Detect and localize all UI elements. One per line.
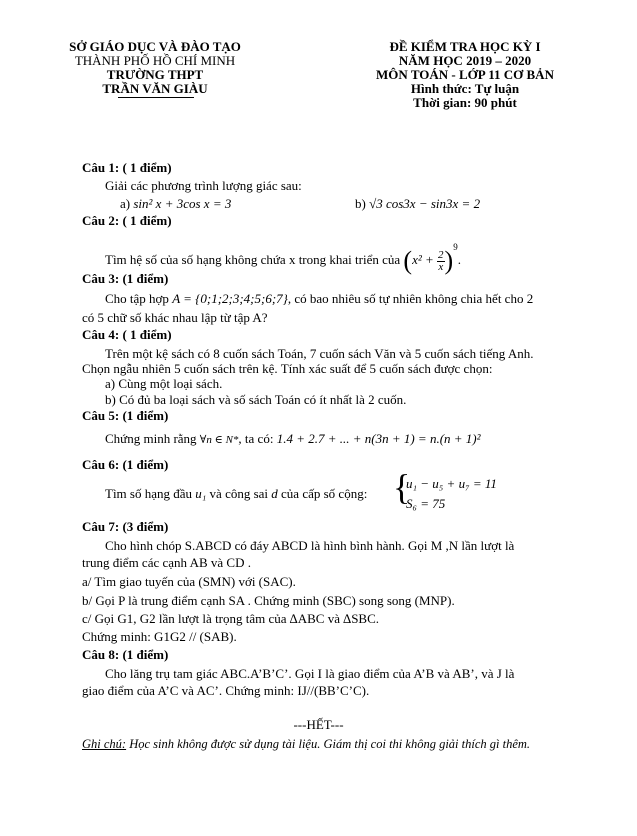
question-3-title: Câu 3: (1 điểm) xyxy=(82,271,169,286)
question-1a xyxy=(120,196,231,212)
q6-system-brace: { xyxy=(393,467,411,507)
q2-numerator: 2 xyxy=(438,248,444,261)
question-7-line1: Cho hình chóp S.ABCD có đáy ABCD là hình bình hành. Gọi M ,N lần lượt là xyxy=(105,538,515,553)
q3-text1: Cho tập hợp xyxy=(105,291,173,306)
question-4a: a) Cùng một loại sách. xyxy=(105,376,223,391)
q2-base: x² + xyxy=(412,252,438,267)
q6-u1: u₁ xyxy=(195,486,207,501)
q6-d: d xyxy=(271,486,278,501)
question-7-line2: trung điểm các cạnh AB và CD . xyxy=(82,555,251,570)
q2-right-paren: ) xyxy=(444,246,454,276)
q1b-label: b) xyxy=(355,196,370,211)
question-8-line1: Cho lăng trụ tam giác ABC.A’B’C’. Gọi I là giao điểm của A’B và AB’, và J là xyxy=(105,666,515,681)
question-7-title: Câu 7: (3 điểm) xyxy=(82,519,169,534)
header-right xyxy=(355,40,575,110)
q5-equation: 1.4 + 2.7 + ... + n(3n + 1) = n.(n + 1)² xyxy=(276,431,481,446)
q2-denominator: x xyxy=(438,260,444,273)
question-6-text xyxy=(105,486,367,502)
question-4-title: Câu 4: ( 1 điểm) xyxy=(82,327,172,342)
q1a-label: a) xyxy=(120,196,134,211)
question-2-text xyxy=(105,232,461,276)
school-type: TRƯỜNG THPT xyxy=(106,67,204,82)
question-7c: c/ Gọi G1, G2 lần lượt là trọng tâm của ∆ABC và ∆SBC. xyxy=(82,611,380,626)
dept-name: SỞ GIÁO DỤC VÀ ĐÀO TẠO xyxy=(69,39,241,54)
question-6-title: Câu 6: (1 điểm) xyxy=(82,457,169,472)
question-4-line2: Chọn ngẫu nhiên 5 cuốn sách trên kệ. Tính xác suất để 5 cuốn sách được chọn: xyxy=(82,361,493,376)
q2-exponent: 9 xyxy=(453,242,458,252)
question-3-line1 xyxy=(105,291,533,307)
question-5-title: Câu 5: (1 điểm) xyxy=(82,408,169,423)
question-7b: b/ Gọi P là trung điểm cạnh SA . Chứng minh (SBC) song song (MNP). xyxy=(82,593,455,608)
footer-note xyxy=(82,737,530,752)
q2-period: . xyxy=(457,252,461,267)
subject: MÔN TOÁN - LỚP 11 CƠ BẢN xyxy=(376,67,554,82)
q3-text2: , có bao nhiêu số tự nhiên không chia hết cho 2 xyxy=(287,291,534,306)
header-underline xyxy=(118,97,194,98)
q5-text2: , ta có: xyxy=(238,431,277,446)
q1a-equation: sin² x + 3cos x = 3 xyxy=(133,196,232,211)
q2-text: Tìm hệ số của số hạng không chứa x trong khai triển của xyxy=(105,252,401,267)
q6-text2: và công sai xyxy=(206,486,272,501)
q2-left-paren: ( xyxy=(403,246,413,276)
note-text: Học sinh không được sử dụng tài liệu. Giám thị coi thi không giải thích gì thêm. xyxy=(126,737,531,751)
exam-time: Thời gian: 90 phút xyxy=(413,95,517,110)
header-left xyxy=(60,40,250,96)
q1b-equation: √3 cos3x − sin3x = 2 xyxy=(369,196,481,211)
q2-fraction xyxy=(437,250,445,273)
school-name: TRẦN VĂN GIÀU xyxy=(102,81,208,96)
q6-text3: của cấp số cộng: xyxy=(277,486,368,501)
q6-equation-1: u₁ − u₅ + u₇ = 11 xyxy=(406,476,497,491)
question-1b xyxy=(355,196,480,212)
q5-text: Chứng minh rằng xyxy=(105,431,200,446)
question-1-title: Câu 1: ( 1 điểm) xyxy=(82,160,172,175)
question-3-line2: có 5 chữ số khác nhau lập từ tập A? xyxy=(82,310,268,325)
note-label: Ghi chú: xyxy=(82,737,127,751)
city-name: THÀNH PHỐ HỒ CHÍ MINH xyxy=(74,53,236,68)
end-marker: ---HẾT--- xyxy=(293,717,344,732)
question-8-line2: giao điểm của A’C và AC’. Chứng minh: IJ//(BB’C’C). xyxy=(82,683,370,698)
question-4-line1: Trên một kệ sách có 8 cuốn sách Toán, 7 cuốn sách Văn và 5 cuốn sách tiếng Anh. xyxy=(105,346,534,361)
question-8-title: Câu 8: (1 điểm) xyxy=(82,647,169,662)
q6-text1: Tìm số hạng đầu xyxy=(105,486,196,501)
exam-title: ĐỀ KIỂM TRA HỌC KỲ I xyxy=(389,39,541,54)
q6-equation-2: S₆ = 75 xyxy=(406,496,446,511)
school-year: NĂM HỌC 2019 – 2020 xyxy=(398,53,532,68)
question-2-title: Câu 2: ( 1 điểm) xyxy=(82,213,172,228)
question-7d: Chứng minh: G1G2 // (SAB). xyxy=(82,629,237,644)
q3-set: A = {0;1;2;3;4;5;6;7} xyxy=(172,291,288,306)
q5-forall: ∀n ∈ N* xyxy=(199,434,239,446)
question-5-text xyxy=(105,431,481,447)
question-7a: a/ Tìm giao tuyến của (SMN) với (SAC). xyxy=(82,574,296,589)
question-1-text: Giải các phương trình lượng giác sau: xyxy=(105,178,302,193)
exam-form: Hình thức: Tự luận xyxy=(410,81,520,96)
question-4b: b) Có đủ ba loại sách và số sách Toán có ít nhất là 2 cuốn. xyxy=(105,392,407,407)
